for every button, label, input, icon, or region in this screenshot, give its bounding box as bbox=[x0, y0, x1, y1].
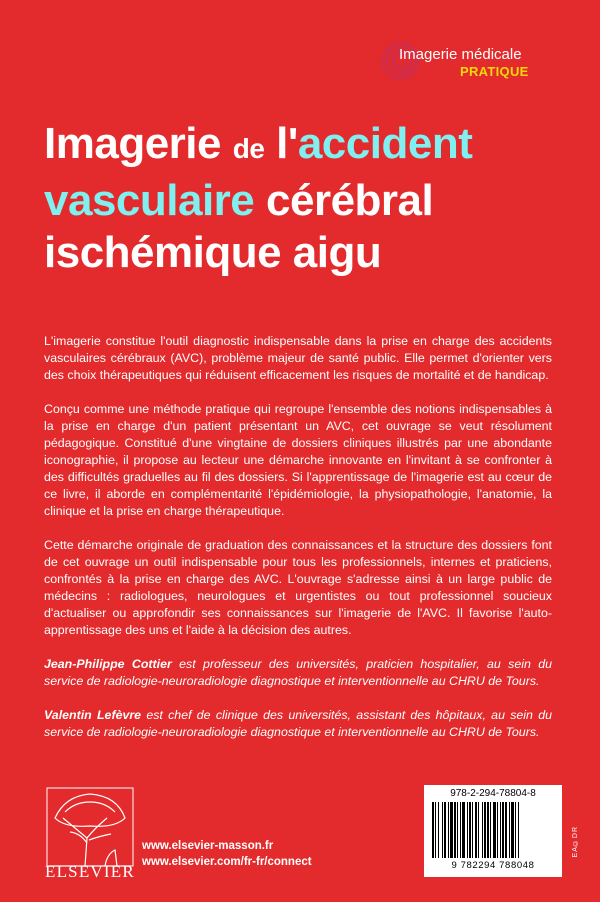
barcode-bar bbox=[438, 802, 439, 858]
barcode-bar bbox=[482, 802, 483, 858]
barcode-bar bbox=[444, 802, 446, 858]
barcode-bar bbox=[515, 802, 516, 858]
barcode-bar bbox=[518, 802, 519, 858]
paragraph-method: Conçu comme une méthode pratique qui regroupe l'ensemble des notions indispensables à la prise en charge d'un patient présentant un AVC, cet ouvrage se veut résolument pédagogique. Constitué d'une vingtaine de dossiers cliniques illustrés par une abondante iconographie, il propose au lecteur une démarche innovante en l'invitant à se confronter à des difficultés graduelles au fil des dossiers. Si l'apprentissage de l'imagerie est au cœur de ce livre, il aborde en complémentarité l'épidémiologie, la physiopathologie, l'anatomie, la clinique et la prise en charge thérapeutique. bbox=[44, 402, 552, 518]
barcode-bar bbox=[505, 802, 507, 858]
barcode-bar bbox=[448, 802, 449, 858]
paragraph-intro: L'imagerie constitue l'outil diagnostic indispensable dans la prise en charge des accidents vasculaires cérébraux (AVC), problème majeur de santé public. Elle permet d'orienter vers des choix thérapeutiques qui réduisent efficacement les risques de mortalité et de handicap. bbox=[44, 334, 552, 382]
barcode-bar bbox=[442, 802, 443, 858]
author-bio-2 bbox=[44, 707, 552, 741]
barcode-bar bbox=[500, 802, 501, 858]
isbn-barcode bbox=[424, 785, 562, 877]
back-cover-text bbox=[44, 333, 552, 758]
barcode-bar bbox=[475, 802, 477, 858]
barcode-icon bbox=[430, 802, 556, 860]
series-logo bbox=[380, 38, 530, 84]
paragraph-audience: Cette démarche originale de graduation des connaissances et la structure des dossiers font de cet ouvrage un outil indispensable pour tous les professionnels, internes et praticiens, confrontés à la prise en charge des AVC. L'ouvrage s'adresse ainsi à un large public de médecins : radiologues, neurologues et urgentistes ou tout professionnel soucieux d'actualiser ou approfondir ses connaissances sur l'imagerie de l'AVC. Il favorise l'auto-apprentissage des uns et l'aide à la décision des autres. bbox=[44, 538, 552, 637]
barcode-bar bbox=[484, 802, 486, 858]
title-word: l' bbox=[276, 119, 298, 168]
title-word: ischémique aigu bbox=[44, 228, 382, 277]
barcode-bar bbox=[460, 802, 461, 858]
barcode-bar bbox=[487, 802, 489, 858]
publisher-name: ELSEVIER bbox=[45, 862, 135, 881]
barcode-bar bbox=[490, 802, 491, 858]
author-description: est professeur des universités, praticien hospitalier, au sein du service de radiologie-neuroradiologie diagnostique et interventionnelle au CHRU de Tours. bbox=[44, 657, 552, 688]
barcode-bar bbox=[457, 802, 458, 858]
url-link[interactable]: www.elsevier.com/fr-fr/connect bbox=[142, 856, 312, 868]
title-word: cérébral bbox=[266, 176, 434, 225]
barcode-bar bbox=[502, 802, 504, 858]
barcode-bar bbox=[462, 802, 465, 858]
barcode-bar bbox=[493, 802, 496, 858]
barcode-bar bbox=[450, 802, 453, 858]
publisher-urls bbox=[142, 838, 312, 870]
author-name: Jean-Philippe Cottier bbox=[44, 657, 172, 671]
barcode-bar bbox=[478, 802, 479, 858]
author-bio-1 bbox=[44, 656, 552, 690]
title-word: Imagerie bbox=[44, 119, 221, 168]
book-title bbox=[44, 118, 584, 279]
barcode-bar bbox=[511, 802, 514, 858]
author-description: est chef de clinique des universités, assistant des hôpitaux, au sein du service de radiologie-neuroradiologie diagnostique et interventionnelle au CHRU de Tours. bbox=[44, 708, 552, 739]
url-link[interactable]: www.elsevier-masson.fr bbox=[142, 840, 274, 852]
barcode-bar bbox=[509, 802, 510, 858]
isbn-number: 978-2-294-78804-8 bbox=[450, 788, 536, 799]
barcode-bar bbox=[467, 802, 468, 858]
print-code: EA©DR bbox=[572, 826, 579, 858]
barcode-bar bbox=[454, 802, 456, 858]
series-subtitle: PRATIQUE bbox=[460, 64, 529, 79]
author-name: Valentin Lefèvre bbox=[44, 708, 142, 722]
barcode-bar bbox=[432, 802, 434, 858]
barcode-bar bbox=[435, 802, 436, 858]
barcode-bar bbox=[472, 802, 473, 858]
barcode-bar bbox=[497, 802, 498, 858]
title-word: de bbox=[232, 133, 265, 164]
title-word-highlight: vasculaire bbox=[44, 176, 255, 225]
barcode-digits: 9 782294 788048 bbox=[451, 860, 535, 871]
title-word-highlight: accident bbox=[297, 119, 473, 168]
series-name: Imagerie médicale bbox=[399, 46, 522, 63]
barcode-bar bbox=[469, 802, 471, 858]
